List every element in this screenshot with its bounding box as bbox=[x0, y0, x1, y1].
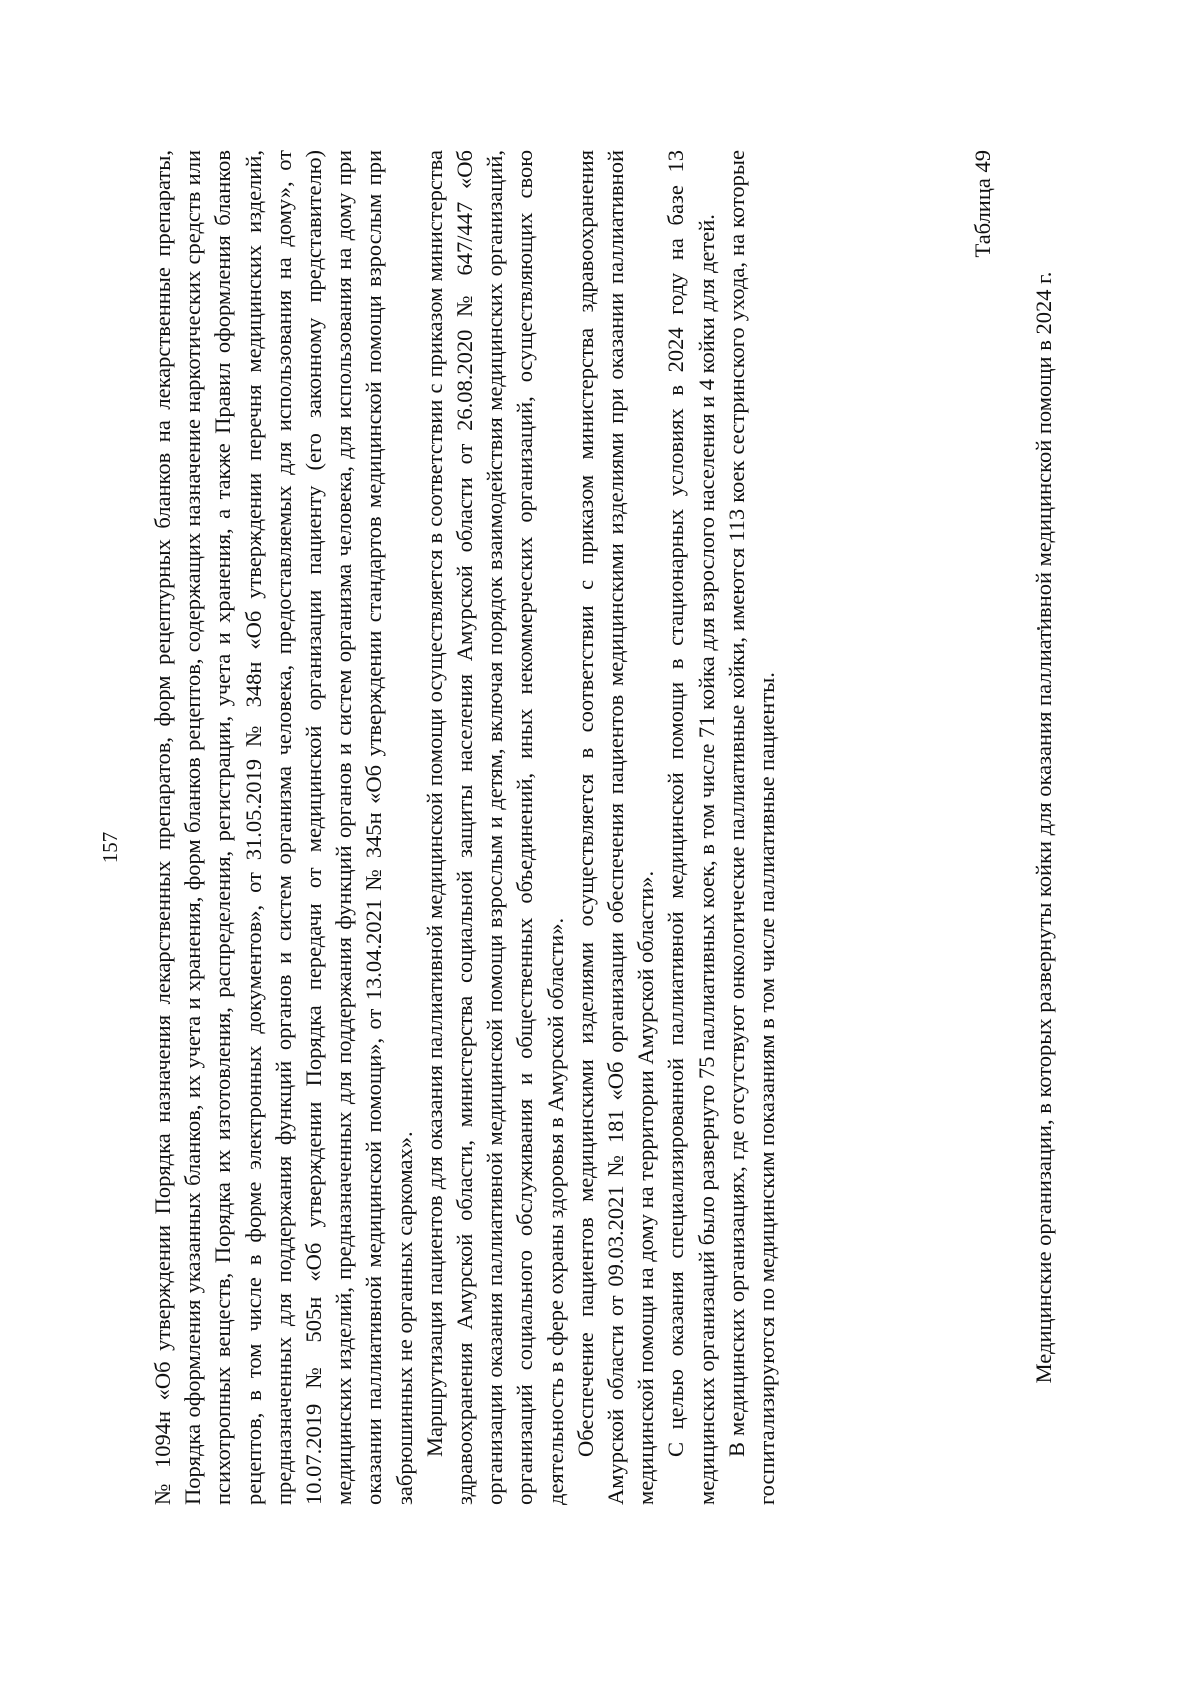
paragraph-medical-devices: Обеспечение пациентов медицинскими изделиями осуществляется в соответствии с приказом министерства здравоохранения Амурской области от 09.03.2021 № 181 «Об организации обеспечения пациентов медицинскими изделиями при оказании паллиативной медицинской помощи на дому на территории Амурской области». bbox=[572, 150, 659, 1505]
paragraph-nursing-care: В медицинских организациях, где отсутствуют онкологические паллиативные койки, имеются 113 коек сестринского ухода, на которые госпитализируются по медицинским показаниям в том числе паллиативные пациенты. bbox=[723, 150, 780, 1505]
table-caption: Медицинские организации, в которых развернуты койки для оказания паллиативной медицинской помощи в 2024 г. bbox=[1031, 271, 1056, 1384]
page-number: 157 bbox=[98, 831, 122, 864]
paragraph-palliative-beds: С целью оказания специализированной паллиативной медицинской помощи в стационарных условиях в 2024 году на базе 13 медицинских организаций было развернуто 75 паллиативных коек, в том числе 71 койка для взрослого населения и 4 койки для детей. bbox=[663, 150, 719, 1505]
document-body bbox=[148, 150, 782, 1505]
table-label: Таблица 49 bbox=[970, 150, 995, 258]
paragraph-order-list: № 1094н «Об утверждении Порядка назначения лекарственных препаратов, форм рецептурных бланков на лекарственные препараты, Порядка оформления указанных бланков, их учета и хранения, форм бланков рецептов, содержащих назначение наркотических средств или психотропных веществ, Порядка их изготовления, распределения, регистрации, учета и хранения, а также Правил оформления бланков рецептов, в том числе в форме электронных документов», от 31.05.2019 № 348н «Об утверждении перечня медицинских изделий, предназначенных для поддержания функций органов и систем организма человека, предоставляемых для использования на дому», от 10.07.2019 № 505н «Об утверждении Порядка передачи от медицинской организации пациенту (его законному представителю) медицинских изделий, предназначенных для поддержания функций органов и систем организма человека, для использования на дому при оказании паллиативной медицинской помощи», от 13.04.2021 № 345н «Об утверждении стандартов медицинской помощи взрослым при забрюшинных не органных саркомах». bbox=[150, 150, 417, 1505]
paragraph-routing: Маршрутизация пациентов для оказания паллиативной медицинской помощи осуществляется в соответствии с приказом министерства здравоохранения Амурской области, министерства социальной защиты населения Амурской области от 26.08.2020 № 647/447 «Об организации оказания паллиативной медицинской помощи взрослым и детям, включая порядок взаимодействия медицинских организаций, организаций социального обслуживания и общественных объединений, иных некоммерческих организаций, осуществляющих свою деятельность в сфере охраны здоровья в Амурской области». bbox=[421, 150, 568, 1505]
